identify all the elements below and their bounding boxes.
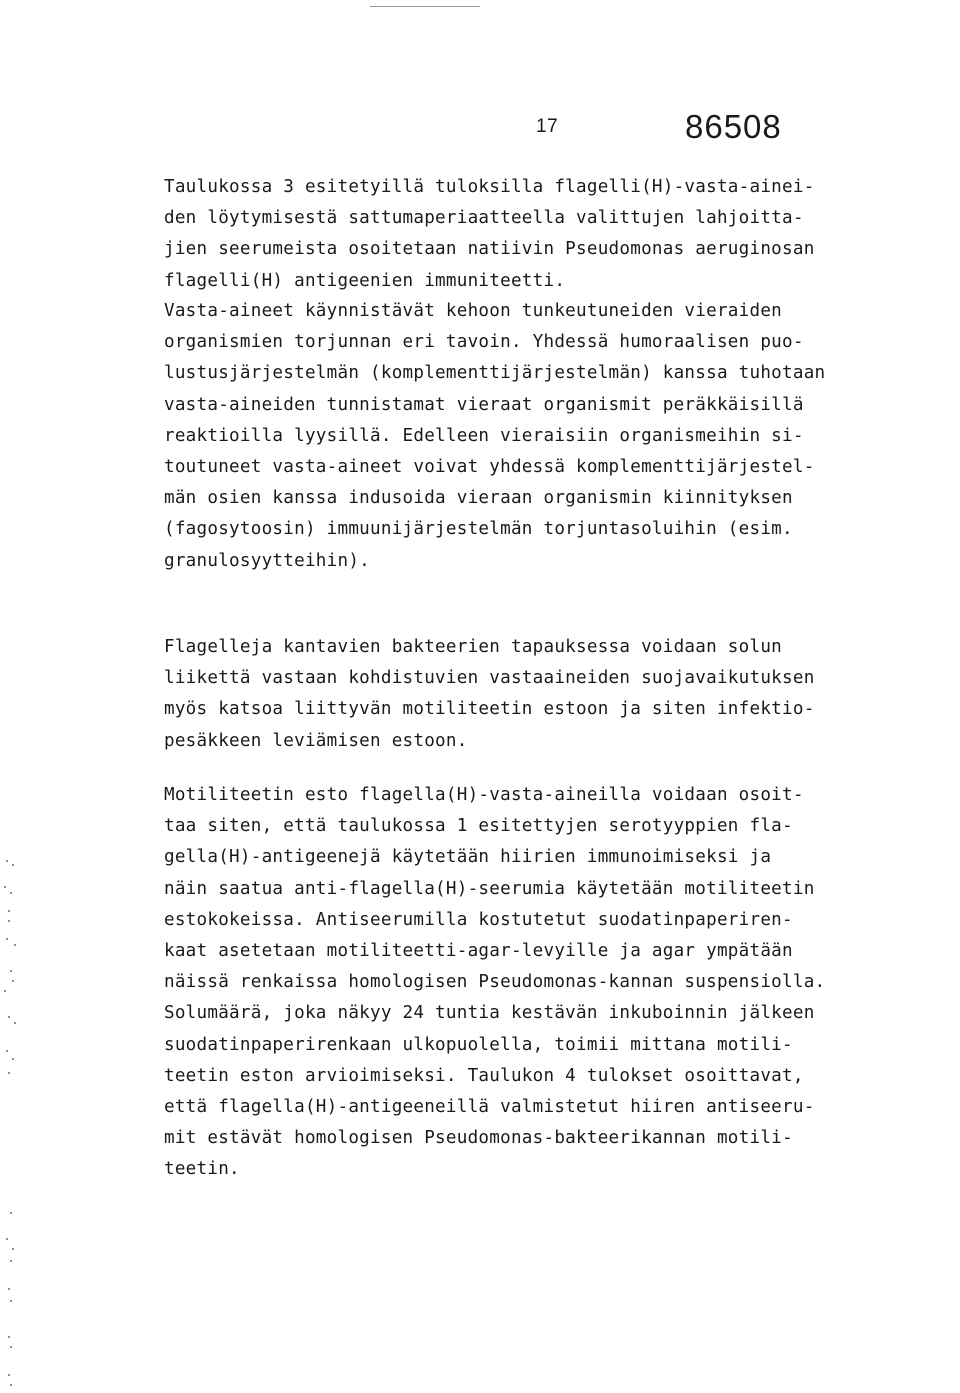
text-line: mit estävät homologisen Pseudomonas-bakteerikannan motili- bbox=[164, 1128, 793, 1149]
text-line: organismien torjunnan eri tavoin. Yhdessä humoraalisen puo- bbox=[164, 332, 804, 353]
text-line: Solumäärä, joka näkyy 24 tuntia kestävän inkuboinnin jälkeen bbox=[164, 1003, 815, 1024]
scan-margin-specks bbox=[0, 840, 28, 1393]
text-line: teetin. bbox=[164, 1159, 240, 1180]
text-line: pesäkkeen leviämisen estoon. bbox=[164, 730, 468, 751]
paragraph-motility-inhibition-assay bbox=[164, 780, 954, 1185]
paragraph-flagella-motility bbox=[164, 632, 954, 757]
text-line: Vasta-aineet käynnistävät kehoon tunkeutuneiden vieraiden bbox=[164, 301, 783, 321]
text-line: kaat asetetaan motiliteetti-agar-levyille ja agar ympätään bbox=[164, 940, 793, 961]
text-line: (fagosytoosin) immuunijärjestelmän torjuntasoluihin (esim. bbox=[164, 519, 793, 540]
text-line: Flagelleja kantavien bakteerien tapauksessa voidaan solun bbox=[164, 637, 783, 657]
paragraph-table3-immunity bbox=[164, 172, 954, 297]
text-line: taa siten, että taulukossa 1 esitettyjen serotyyppien fla- bbox=[164, 816, 793, 837]
text-line: myös katsoa liittyvän motiliteetin estoon ja siten infektio- bbox=[164, 699, 815, 720]
text-line: näissä renkaissa homologisen Pseudomonas-kannan suspensiolla. bbox=[164, 972, 826, 993]
text-line: flagelli(H) antigeenien immuniteetti. bbox=[164, 270, 566, 291]
text-line: gella(H)-antigeenejä käytetään hiirien immunoimiseksi ja bbox=[164, 847, 772, 868]
scan-top-rule bbox=[370, 6, 480, 7]
text-line: teetin eston arvioimiseksi. Taulukon 4 tulokset osoittavat, bbox=[164, 1065, 804, 1086]
text-line: reaktioilla lyysillä. Edelleen vieraisiin organismeihin si- bbox=[164, 425, 804, 446]
text-line: liikettä vastaan kohdistuvien vastaaineiden suojavaikutuksen bbox=[164, 668, 815, 689]
patent-number: 86508 bbox=[685, 108, 782, 145]
page-number: 17 bbox=[536, 116, 559, 137]
text-line: toutuneet vasta-aineet voivat yhdessä komplementtijärjestel- bbox=[164, 456, 815, 477]
text-line: että flagella(H)-antigeeneillä valmistetut hiiren antiseeru- bbox=[164, 1096, 815, 1117]
text-line: män osien kanssa indusoida vieraan organismin kiinnityksen bbox=[164, 488, 793, 509]
text-line: Motiliteetin esto flagella(H)-vasta-aineilla voidaan osoit- bbox=[164, 785, 804, 805]
text-line: jien seerumeista osoitetaan natiivin Pseudomonas aeruginosan bbox=[164, 239, 815, 260]
text-line: suodatinpaperirenkaan ulkopuolella, toimii mittana motili- bbox=[164, 1034, 793, 1055]
paragraph-antibody-defense bbox=[164, 296, 954, 577]
text-line: vasta-aineiden tunnistamat vieraat organismit peräkkäisillä bbox=[164, 394, 804, 415]
text-line: granulosyytteihin). bbox=[164, 550, 371, 571]
text-line: näin saatua anti-flagella(H)-seerumia käytetään motiliteetin bbox=[164, 878, 815, 899]
text-line: lustusjärjestelmän (komplementtijärjestelmän) kanssa tuhotaan bbox=[164, 363, 826, 384]
text-line: estokokeissa. Antiseerumilla kostutetut suodatinpaperiren- bbox=[164, 909, 793, 930]
text-line: den löytymisestä sattumaperiaatteella valittujen lahjoitta- bbox=[164, 208, 804, 229]
text-line: Taulukossa 3 esitetyillä tuloksilla flagelli(H)-vasta-ainei- bbox=[164, 177, 815, 197]
